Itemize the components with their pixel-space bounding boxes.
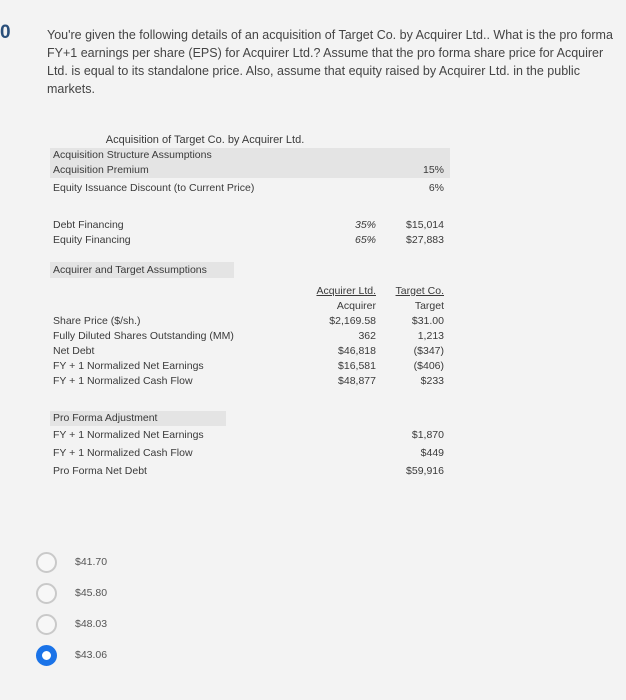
radio-button[interactable] bbox=[36, 583, 57, 604]
assumption-row bbox=[50, 359, 450, 374]
assumptions-header: Acquirer and Target Assumptions bbox=[50, 262, 234, 278]
proforma-header: Pro Forma Adjustment bbox=[50, 411, 226, 426]
assumption-row bbox=[50, 344, 450, 359]
premium-label: Acquisition Premium bbox=[53, 164, 149, 176]
acquirer-value: 362 bbox=[358, 330, 376, 342]
radio-button[interactable] bbox=[36, 552, 57, 573]
acquirer-value: $48,877 bbox=[338, 375, 376, 387]
assumption-row bbox=[50, 329, 450, 344]
discount-label: Equity Issuance Discount (to Current Price) bbox=[53, 182, 255, 194]
acquisition-spreadsheet bbox=[50, 132, 450, 480]
target-value: $31.00 bbox=[411, 315, 444, 327]
radio-button[interactable] bbox=[36, 645, 57, 666]
assumption-label: Share Price ($/sh.) bbox=[53, 315, 141, 327]
assumption-row bbox=[50, 374, 450, 389]
equity-label: Equity Financing bbox=[53, 234, 131, 246]
assumption-label: FY + 1 Normalized Cash Flow bbox=[53, 375, 193, 387]
proforma-row bbox=[50, 462, 450, 480]
target-value: ($406) bbox=[413, 360, 444, 372]
proforma-label: FY + 1 Normalized Cash Flow bbox=[53, 447, 193, 459]
debt-pct: 35% bbox=[354, 219, 376, 231]
acquirer-value: $46,818 bbox=[338, 345, 376, 357]
debt-label: Debt Financing bbox=[53, 219, 124, 231]
discount-value: 6% bbox=[428, 182, 444, 194]
equity-pct: 65% bbox=[354, 234, 376, 246]
target-value: ($347) bbox=[413, 345, 444, 357]
assumption-row bbox=[50, 314, 450, 329]
structure-header: Acquisition Structure Assumptions bbox=[53, 149, 212, 161]
assumption-label: Net Debt bbox=[53, 345, 95, 357]
proforma-row bbox=[50, 426, 450, 444]
sheet-title: Acquisition of Target Co. by Acquirer Ltd. bbox=[105, 134, 305, 146]
option-label: $48.03 bbox=[75, 618, 108, 630]
target-column-header: Target Co. bbox=[395, 285, 444, 297]
proforma-rows bbox=[50, 426, 450, 480]
proforma-row bbox=[50, 444, 450, 462]
option-label: $41.70 bbox=[75, 556, 108, 568]
question-number: 0 bbox=[0, 22, 11, 43]
assumption-rows bbox=[50, 314, 450, 389]
equity-value: $27,883 bbox=[406, 234, 444, 246]
target-subheader: Target bbox=[414, 300, 444, 312]
acquirer-column-header: Acquirer Ltd. bbox=[316, 285, 376, 297]
proforma-value: $449 bbox=[420, 447, 444, 459]
option-label: $43.06 bbox=[75, 649, 108, 661]
acquirer-value: $2,169.58 bbox=[329, 315, 376, 327]
proforma-value: $59,916 bbox=[406, 465, 444, 477]
acquirer-value: $16,581 bbox=[338, 360, 376, 372]
target-value: $233 bbox=[420, 375, 444, 387]
assumption-label: Fully Diluted Shares Outstanding (MM) bbox=[53, 330, 234, 342]
proforma-label: Pro Forma Net Debt bbox=[53, 465, 147, 477]
acquirer-subheader: Acquirer bbox=[336, 300, 376, 312]
premium-value: 15% bbox=[422, 164, 444, 176]
proforma-value: $1,870 bbox=[411, 429, 444, 441]
target-value: 1,213 bbox=[417, 330, 444, 342]
proforma-label: FY + 1 Normalized Net Earnings bbox=[53, 429, 204, 441]
debt-value: $15,014 bbox=[406, 219, 444, 231]
radio-button[interactable] bbox=[36, 614, 57, 635]
question-text: You're given the following details of an acquisition of Target Co. by Acquirer Ltd.. What is the pro forma FY+1 earnings per share (EPS) for Acquirer Ltd.? Assume that the pro forma share price for Acquirer Ltd. is equal to its standalone price. Also, assume that equity raised by Acquirer Ltd. in the public markets. bbox=[47, 28, 613, 96]
option-label: $45.80 bbox=[75, 587, 108, 599]
assumption-label: FY + 1 Normalized Net Earnings bbox=[53, 360, 204, 372]
